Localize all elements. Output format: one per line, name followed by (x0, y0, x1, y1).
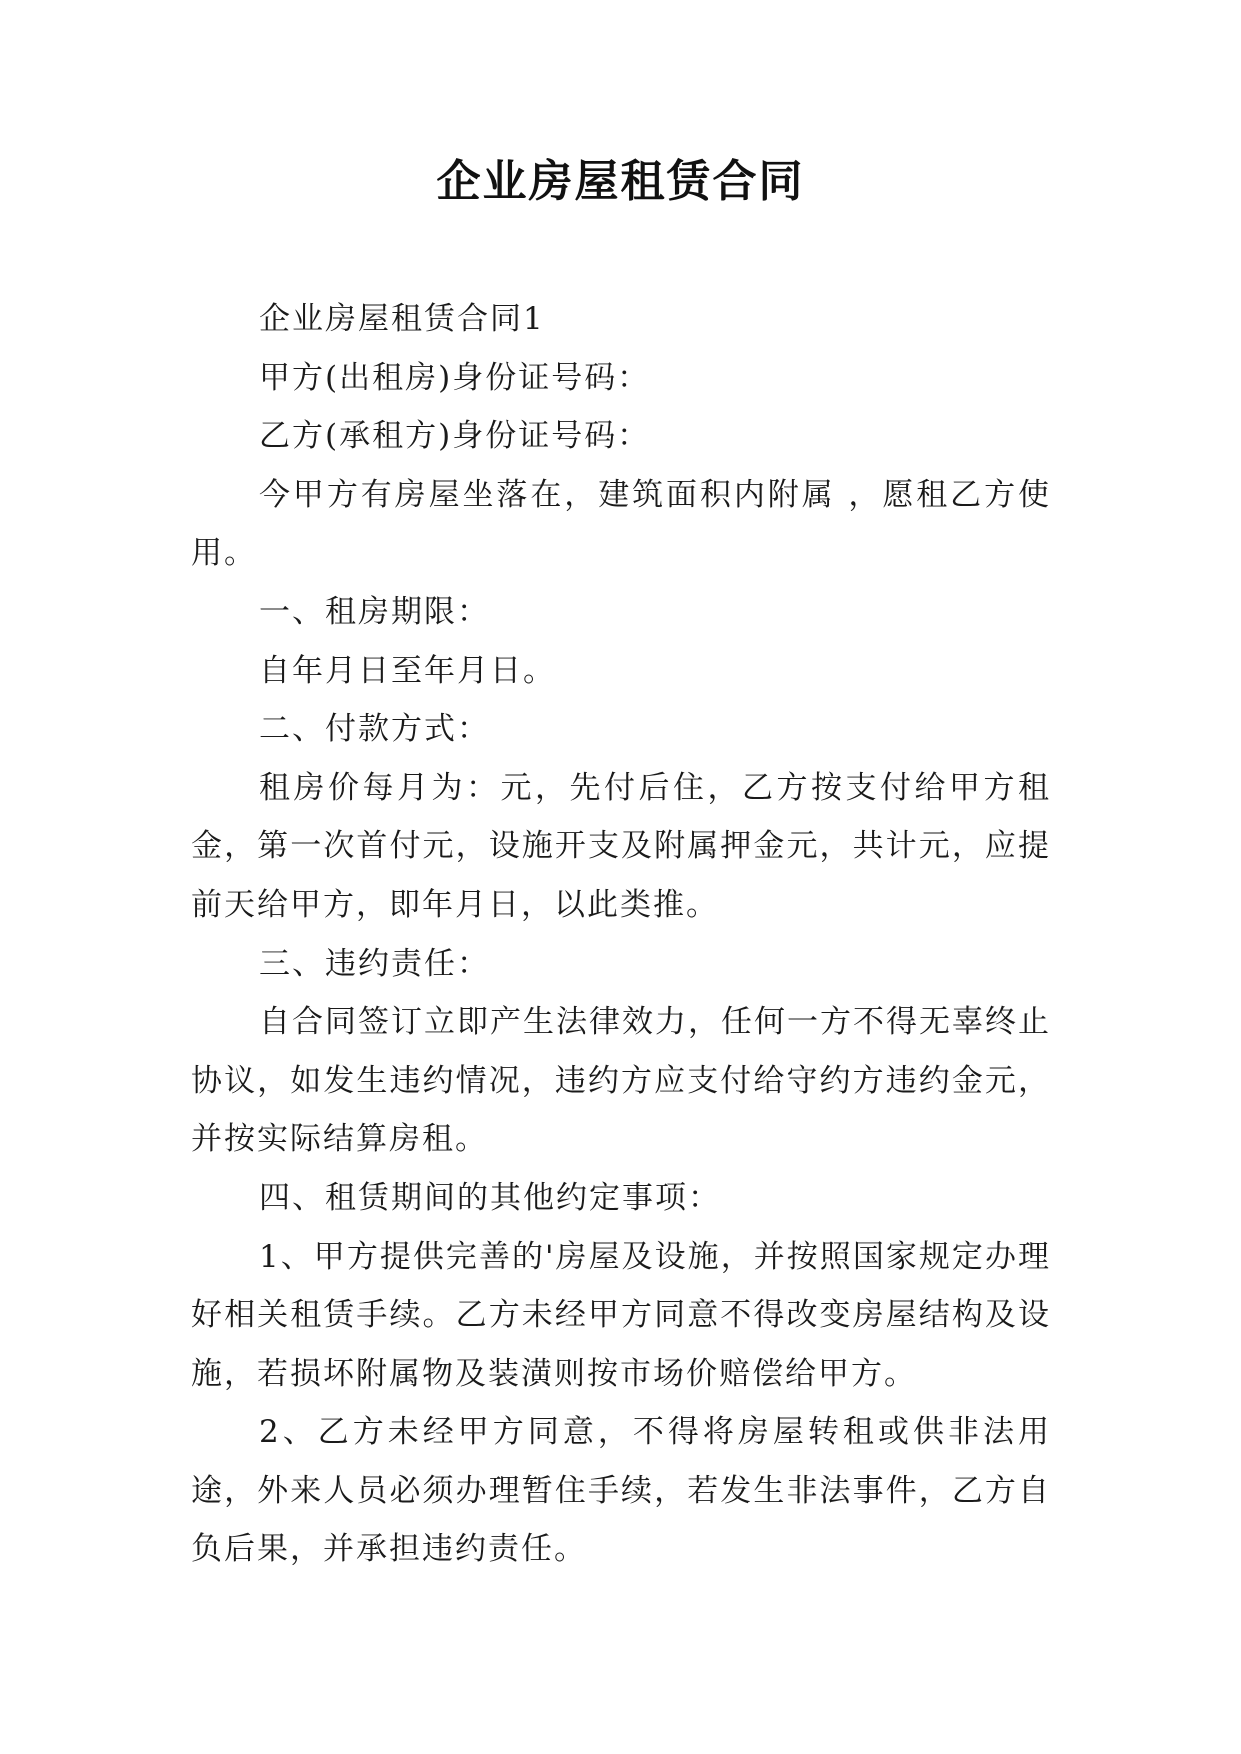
document-body (191, 290, 1051, 1579)
paragraph-payment: 租房价每月为：元，先付后住，乙方按支付给甲方租金，第一次首付元，设施开支及附属押金元，共计元，应提前天给甲方，即年月日，以此类推。 (191, 769, 1051, 923)
paragraph-term-1: 1、甲方提供完善的'房屋及设施，并按照国家规定办理好相关租赁手续。乙方未经甲方同意不得改变房屋结构及设施，若损坏附属物及装潢则按市场价赔偿给甲方。 (191, 1238, 1051, 1392)
document-title: 企业房屋租赁合同 (436, 156, 805, 207)
section-heading-other-terms: 四、租赁期间的其他约定事项： (259, 1179, 721, 1216)
section-heading-liability: 三、违约责任： (259, 945, 490, 982)
paragraph-term: 自年月日至年月日。 (259, 652, 556, 689)
paragraph-party-a: 甲方(出租房)身份证号码： (259, 359, 651, 396)
paragraph-term-2: 2、乙方未经甲方同意，不得将房屋转租或供非法用途，外来人员必须办理暂住手续，若发生非法事件，乙方自负后果，并承担违约责任。 (191, 1414, 1051, 1568)
paragraph-party-b: 乙方(承租方)身份证号码： (259, 418, 651, 455)
paragraph-property: 今甲方有房屋坐落在，建筑面积内附属 ，愿租乙方使用。 (191, 476, 1051, 572)
section-heading-payment: 二、付款方式： (259, 711, 490, 748)
paragraph-liability: 自合同签订立即产生法律效力，任何一方不得无辜终止协议，如发生违约情况，违约方应支付给守约方违约金元，并按实际结算房租。 (191, 1004, 1051, 1158)
paragraph-contract-heading: 企业房屋租赁合同1 (259, 301, 545, 337)
section-heading-term: 一、租房期限： (259, 593, 490, 630)
